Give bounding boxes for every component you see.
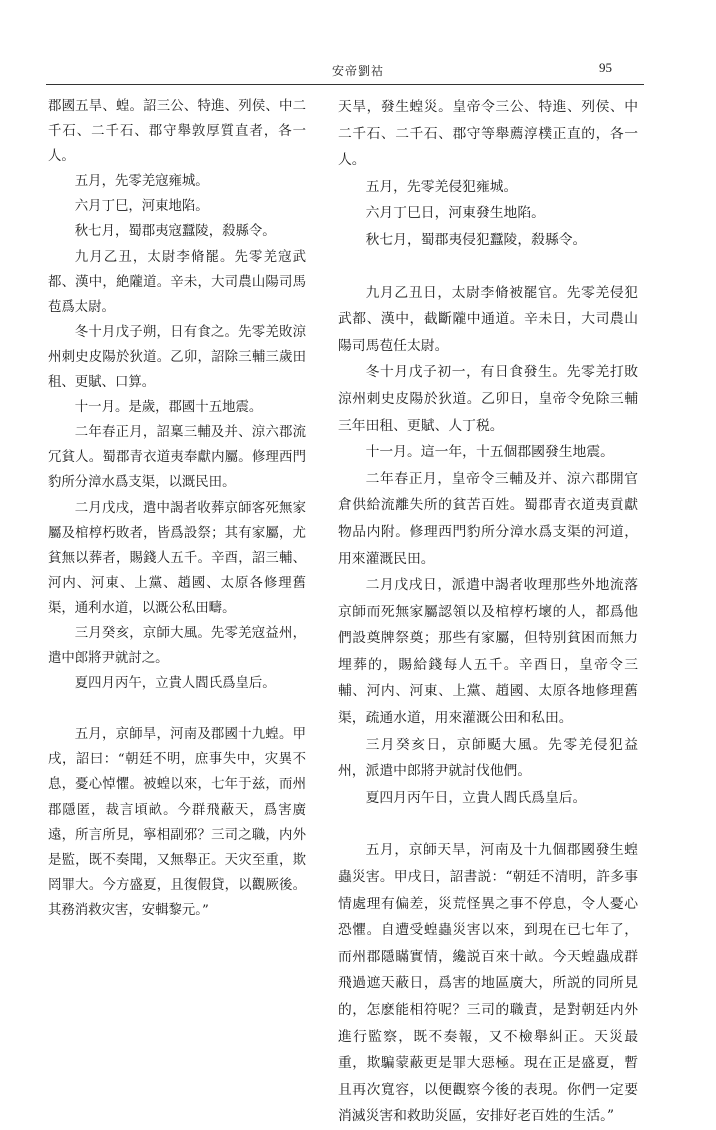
- paragraph: 冬十月戊子朔，日有食之。先零羌敗涼州刺史皮陽於狄道。乙卯，詔除三輔三歲田租、更賦、口算。: [48, 324, 306, 391]
- paragraph: 五月，京師旱，河南及郡國十九蝗。甲戌，詔曰：“朝廷不明，庶事失中，灾異不息，憂心悼懼。被蝗以來，七年于兹，而州郡隱匿，裁言頃畝。今群飛蔽天，爲害廣遠，所言所見，寧相副邪？三司之職，内外是監，既不奏聞，又無舉正。天灾至重，欺罔罪大。今方盛夏，且復假貸，以觀厥後。其務消救灾害，安輯黎元。”: [48, 727, 306, 918]
- paragraph: 二年春正月，皇帝令三輔及并、涼六郡開官倉供給流離失所的貧苦百姓。蜀郡青衣道夷貢獻物品内附。修理西門豹所分漳水爲支渠的河道，用來灌溉民田。: [338, 470, 638, 567]
- paragraph: 五月，京師天旱，河南及十九個郡國發生蝗蟲災害。甲戌日，詔書説：“朝廷不清明，許多事情處理有偏差，災荒怪異之事不停息，令人憂心恐懼。自遭受蝗蟲災害以來，到現在已七年了，而州郡隱瞞實情，纔説百來十畝。今天蝗蟲成群飛過遮天蔽日，爲害的地區廣大，所説的同所見的，怎麽能相符呢？三司的職責，是對朝廷内外進行監察，既不奏報，又不檢舉糾正。天災最重，欺騙蒙蔽更是罪大惡極。現在正是盛夏，暫且再次寬容，以便觀察今後的表現。你們一定要消滅災害和救助災區，安排好老百姓的生活。”: [338, 842, 638, 1125]
- paragraph: 郡國五旱、蝗。詔三公、特進、列侯、中二千石、二千石、郡守舉敦厚質直者，各一人。: [48, 99, 306, 165]
- paragraph: 九月乙丑，太尉李脩罷。先零羌寇武都、漢中，絶隴道。辛未，大司農山陽司馬苞爲太尉。: [48, 249, 306, 315]
- paragraph: 五月，先零羌寇雍城。: [74, 174, 209, 190]
- paragraph: 十一月。這一年，十五個郡國發生地震。: [365, 444, 614, 461]
- chapter-title: 安帝劉祜: [331, 64, 384, 78]
- paragraph: 夏四月丙午日，立貴人閻氏爲皇后。: [365, 789, 587, 806]
- paragraph-gap: [48, 696, 306, 722]
- paragraph: 秋七月，蜀郡夷寇蠶陵，殺縣令。: [74, 224, 276, 240]
- paragraph: 六月丁巳，河東地陷。: [74, 199, 209, 215]
- paragraph: 六月丁巳日，河東發生地陷。: [365, 205, 545, 222]
- paragraph-gap: [338, 254, 638, 280]
- header-rule: [46, 84, 644, 85]
- paragraph: 五月，先零羌侵犯雍城。: [365, 178, 518, 195]
- paragraph: 二年春正月，詔稟三輔及并、涼六郡流冗貧人。蜀郡青衣道夷奉獻内屬。修理西門豹所分漳水爲支渠，以溉民田。: [48, 425, 306, 491]
- paragraph: 三月癸亥日，京師颳大風。先零羌侵犯益州，派遣中郎將尹就討伐他們。: [338, 736, 638, 780]
- paragraph: 十一月。是歲，郡國十五地震。: [74, 400, 263, 416]
- paragraph-gap: [338, 811, 638, 837]
- paragraph: 秋七月，蜀郡夷侵犯蠶陵，殺縣令。: [365, 231, 587, 248]
- paragraph: 九月乙丑日，太尉李脩被罷官。先零羌侵犯武都、漢中，截斷隴中通道。辛未日，大司農山陽司馬苞任太尉。: [338, 284, 638, 354]
- paragraph: 二月戊戌，遣中謁者收葬京師客死無家屬及棺椁朽敗者，皆爲設祭；其有家屬，尤貧無以葬者，賜錢人五千。辛酉，詔三輔、河内、河東、上黨、趙國、太原各修理舊渠，通利水道，以溉公私田疇。: [48, 500, 306, 616]
- running-header: [0, 62, 716, 84]
- paragraph: 冬十月戊子初一，有日食發生。先零羌打敗涼州刺史皮陽於狄道。乙卯日，皇帝令免除三輔三年田租、更賦、人丁税。: [338, 364, 638, 434]
- paragraph: 三月癸亥，京師大風。先零羌寇益州，遣中郎將尹就討之。: [48, 625, 306, 667]
- paragraph: 二月戊戌日，派遣中謁者收理那些外地流落京師而死無家屬認領以及棺椁朽壞的人，都爲他們設奠牌祭奠；那些有家屬，但特别貧困而無力埋葬的，賜給錢每人五千。辛酉日，皇帝令三輔、河内、河東、上黨、趙國、太原各地修理舊渠，疏通水道，用來灌溉公田和私田。: [338, 577, 638, 727]
- paragraph: 夏四月丙午，立貴人閻氏爲皇后。: [74, 676, 276, 692]
- translation-column: [338, 94, 638, 1130]
- paragraph: 天旱，發生蝗災。皇帝令三公、特進、列侯、中二千石、二千石、郡守等舉薦淳樸正直的，各一人。: [338, 99, 638, 169]
- page-number: 95: [599, 60, 612, 75]
- classical-text-column: [48, 94, 306, 923]
